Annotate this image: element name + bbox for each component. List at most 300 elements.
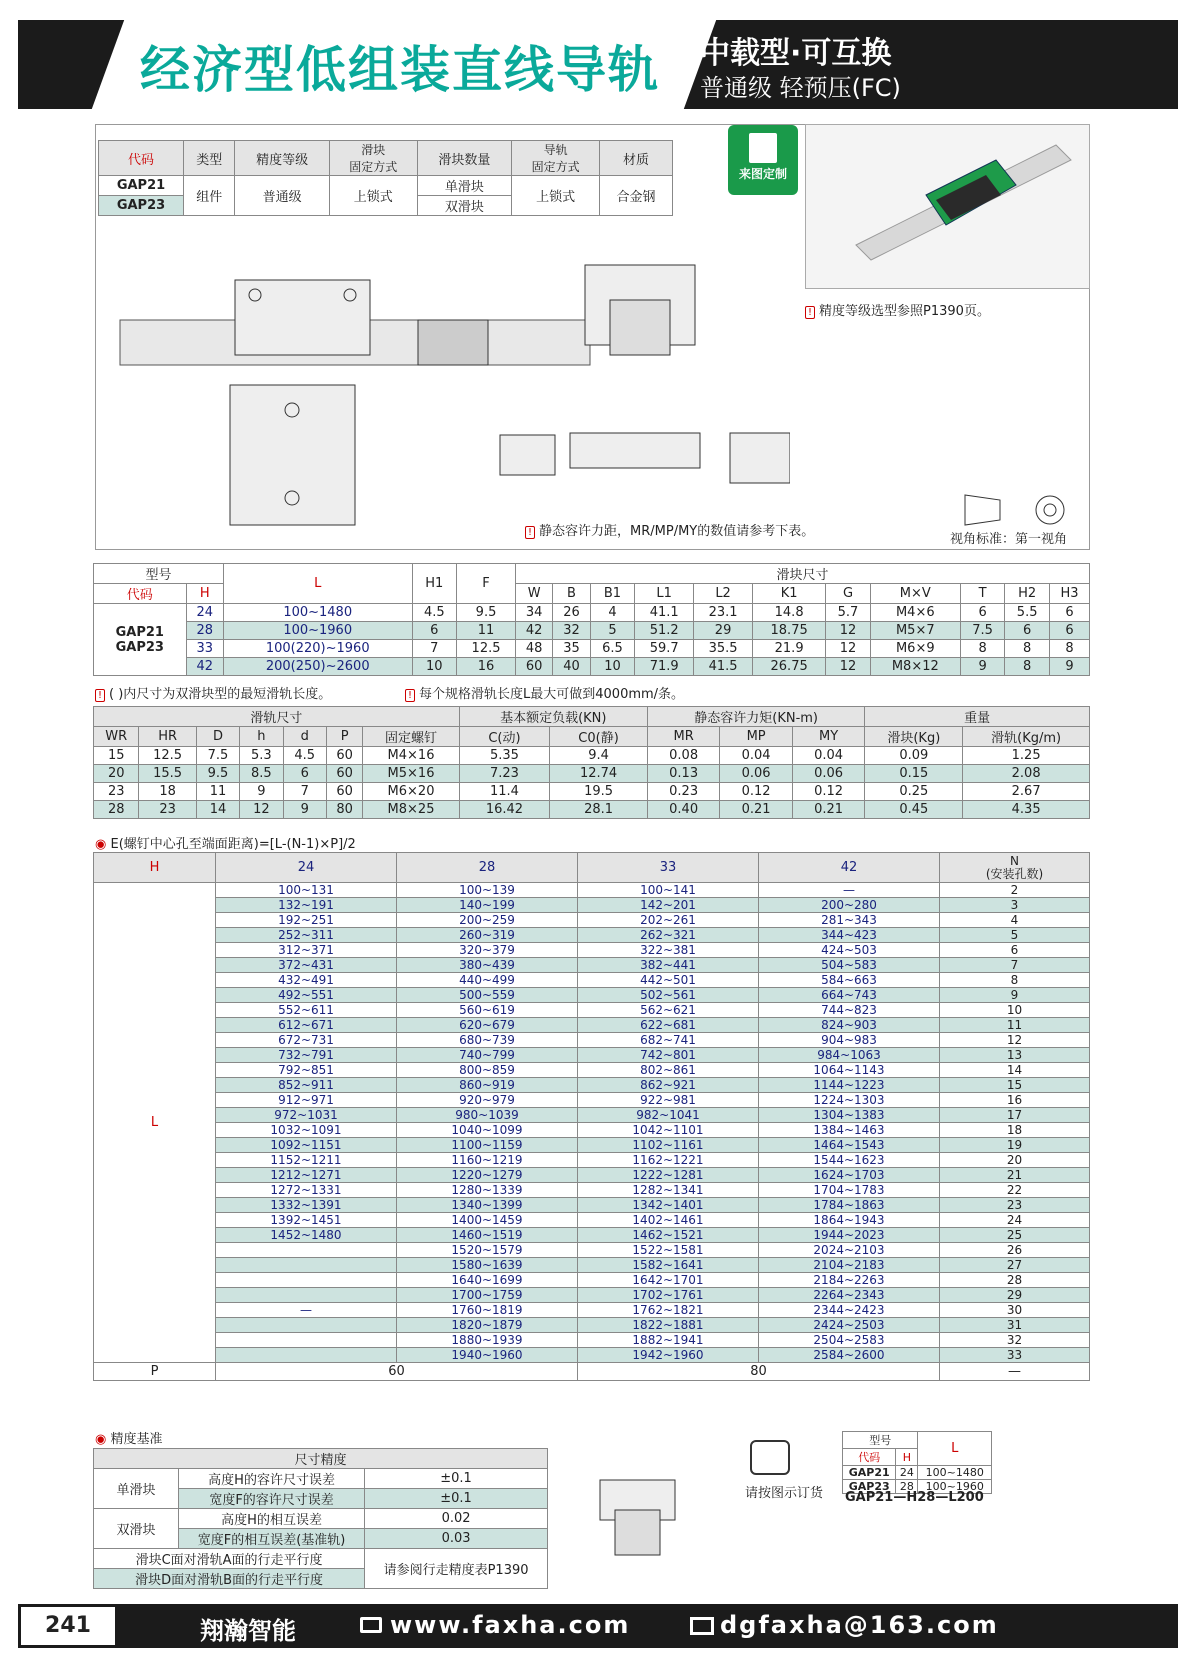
note-maxlen: ! 每个规格滑轨长度L最大可做到4000mm/条。 bbox=[405, 683, 684, 702]
t3-cell bbox=[216, 1348, 397, 1363]
e-formula: ◉ E(螺钉中心孔至端面距离)=[L-(N-1)×P]/2 bbox=[95, 837, 356, 852]
t3-cell: 792~851 bbox=[216, 1063, 397, 1078]
t1-cell: 5.5 bbox=[1005, 604, 1050, 622]
t3-cell: 732~791 bbox=[216, 1048, 397, 1063]
prec-r6: 滑块D面对滑轨B面的行走平行度 bbox=[94, 1569, 365, 1589]
t1-cell: 34 bbox=[515, 604, 552, 622]
spec-h-qty: 滑块数量 bbox=[417, 141, 511, 176]
order-h-code: 代码 bbox=[843, 1449, 896, 1466]
t1-cell: 7.5 bbox=[960, 622, 1005, 640]
t3-cell: 1544~1623 bbox=[759, 1153, 940, 1168]
t3-cell: 1304~1383 bbox=[759, 1108, 940, 1123]
t2-h-sub-13: 滑轨(Kg/m) bbox=[963, 727, 1090, 747]
t1-cell: 6.5 bbox=[590, 640, 635, 658]
spec-h-blockfix: 滑块 固定方式 bbox=[329, 141, 417, 176]
t3-p-60: 60 bbox=[216, 1363, 578, 1381]
t3-cell: 984~1063 bbox=[759, 1048, 940, 1063]
t3-cell: 1784~1863 bbox=[759, 1198, 940, 1213]
t3-cell: 1704~1783 bbox=[759, 1183, 940, 1198]
t3-cell: 382~441 bbox=[578, 958, 759, 973]
t3-cell: 100~131 bbox=[216, 883, 397, 898]
t2-cell: 0.12 bbox=[720, 783, 792, 801]
t3-cell: 1272~1331 bbox=[216, 1183, 397, 1198]
t2-cell: 18 bbox=[139, 783, 196, 801]
t2-cell: 60 bbox=[326, 783, 362, 801]
t3-h-42: 42 bbox=[759, 853, 940, 883]
t3-cell bbox=[216, 1333, 397, 1348]
t3-cell: 6 bbox=[940, 943, 1090, 958]
t1-cell: 12 bbox=[826, 658, 871, 676]
spec-material: 合金钢 bbox=[600, 176, 673, 216]
t3-cell: 16 bbox=[940, 1093, 1090, 1108]
spec-qty-2: 双滑块 bbox=[417, 196, 511, 216]
order-r1-L: 100~1480 bbox=[918, 1466, 992, 1480]
t3-cell: 1162~1221 bbox=[578, 1153, 759, 1168]
t3-cell: 21 bbox=[940, 1168, 1090, 1183]
t3-cell: 3 bbox=[940, 898, 1090, 913]
t1-cell: M4×6 bbox=[870, 604, 960, 622]
prec-single: 单滑块 bbox=[94, 1469, 179, 1509]
precision-title-text: 精度基准 bbox=[110, 1432, 163, 1447]
t2-cell: 28 bbox=[94, 801, 139, 819]
t3-cell: 742~801 bbox=[578, 1048, 759, 1063]
prec-head: 尺寸精度 bbox=[94, 1449, 548, 1469]
t1-h-block: 滑块尺寸 bbox=[515, 564, 1089, 584]
t3-cell: 380~439 bbox=[397, 958, 578, 973]
t1-codes: GAP21 GAP23 bbox=[94, 604, 187, 676]
order-h-H: H bbox=[896, 1449, 918, 1466]
t2-cell: 5.3 bbox=[240, 747, 283, 765]
t1-cell: 23.1 bbox=[694, 604, 753, 622]
note-precision: ! 精度等级选型参照P1390页。 bbox=[805, 300, 990, 319]
header-subtitle-2: 普通级 轻预压(FC) bbox=[700, 74, 901, 102]
t2-cell: M6×20 bbox=[363, 783, 459, 801]
custom-label: 来图定制 bbox=[738, 167, 787, 181]
t2-h-sub-3: h bbox=[240, 727, 283, 747]
t3-cell: 904~983 bbox=[759, 1033, 940, 1048]
t3-cell: 1464~1543 bbox=[759, 1138, 940, 1153]
order-r2-H: 28 bbox=[896, 1480, 918, 1494]
note-minlen: ! ( )内尺寸为双滑块型的最短滑轨长度。 bbox=[95, 683, 331, 702]
t3-cell: 1944~2023 bbox=[759, 1228, 940, 1243]
t2-cell: 15 bbox=[94, 747, 139, 765]
t3-cell: 192~251 bbox=[216, 913, 397, 928]
t3-cell: 5 bbox=[940, 928, 1090, 943]
t3-cell: 344~423 bbox=[759, 928, 940, 943]
t2-cell: 19.5 bbox=[550, 783, 648, 801]
t3-cell: 504~583 bbox=[759, 958, 940, 973]
note-static: ! 静态容许力距，MR/MP/MY的数值请参考下表。 bbox=[525, 520, 814, 539]
t3-cell: 492~551 bbox=[216, 988, 397, 1003]
spec-qty-1: 单滑块 bbox=[417, 176, 511, 196]
t3-cell: 1342~1401 bbox=[578, 1198, 759, 1213]
t2-cell: M5×16 bbox=[363, 765, 459, 783]
t3-cell: 584~663 bbox=[759, 973, 940, 988]
t3-cell: 7 bbox=[940, 958, 1090, 973]
t3-cell: — bbox=[216, 1303, 397, 1318]
t1-cell: 10 bbox=[590, 658, 635, 676]
t3-cell: 1332~1391 bbox=[216, 1198, 397, 1213]
t3-cell: 33 bbox=[940, 1348, 1090, 1363]
t1-cell: 100~1480 bbox=[223, 604, 412, 622]
t2-h-rail: 滑轨尺寸 bbox=[94, 707, 460, 727]
t1-cell: 12 bbox=[826, 622, 871, 640]
t2-h-sub-6: 固定螺钉 bbox=[363, 727, 459, 747]
spec-grade: 普通级 bbox=[235, 176, 329, 216]
t3-cell: — bbox=[759, 883, 940, 898]
t2-cell: 16.42 bbox=[459, 801, 550, 819]
order-example: GAP21—H28—L200 bbox=[845, 1490, 984, 1505]
t1-cell: 8 bbox=[1005, 658, 1050, 676]
t3-cell: 1582~1641 bbox=[578, 1258, 759, 1273]
t3-cell: 140~199 bbox=[397, 898, 578, 913]
t2-h-sub-7: C(动) bbox=[459, 727, 550, 747]
t1-cell: M5×7 bbox=[870, 622, 960, 640]
t1-cell: 6 bbox=[960, 604, 1005, 622]
t2-h-sub-10: MP bbox=[720, 727, 792, 747]
spec-h-grade: 精度等级 bbox=[235, 141, 329, 176]
t3-cell: 680~739 bbox=[397, 1033, 578, 1048]
t3-cell: 26 bbox=[940, 1243, 1090, 1258]
t1-cell: 10 bbox=[412, 658, 457, 676]
t2-cell: 80 bbox=[326, 801, 362, 819]
t1-cell: 9 bbox=[1049, 658, 1089, 676]
t1-h-code: 代码 bbox=[94, 584, 187, 604]
prec-r4: 宽度F的相互误差(基准轨) bbox=[179, 1529, 365, 1549]
t2-cell: 4.35 bbox=[963, 801, 1090, 819]
t3-cell: 320~379 bbox=[397, 943, 578, 958]
t1-cell: 24 bbox=[186, 604, 223, 622]
t1-cell: 4 bbox=[590, 604, 635, 622]
t1-cell: 26 bbox=[553, 604, 590, 622]
spec-railfix: 上锁式 bbox=[512, 176, 600, 216]
t2-h-sub-9: MR bbox=[647, 727, 719, 747]
t1-h-sub-8: T bbox=[960, 584, 1005, 604]
t2-cell: 0.09 bbox=[865, 747, 963, 765]
t1-cell: 48 bbox=[515, 640, 552, 658]
t1-h-sub-7: M×V bbox=[870, 584, 960, 604]
t1-cell: 9.5 bbox=[457, 604, 516, 622]
t1-cell: 6 bbox=[1049, 622, 1089, 640]
t3-cell: 920~979 bbox=[397, 1093, 578, 1108]
t2-cell: 23 bbox=[94, 783, 139, 801]
t2-cell: 11 bbox=[196, 783, 239, 801]
t2-cell: 12.5 bbox=[139, 747, 196, 765]
t3-cell: 1402~1461 bbox=[578, 1213, 759, 1228]
product-photo bbox=[805, 124, 1090, 289]
t1-cell: 5.7 bbox=[826, 604, 871, 622]
t1-cell: 9 bbox=[960, 658, 1005, 676]
t3-cell: 28 bbox=[940, 1273, 1090, 1288]
t3-cell: 1152~1211 bbox=[216, 1153, 397, 1168]
t1-h-sub-3: L1 bbox=[635, 584, 694, 604]
t1-cell: 12.5 bbox=[457, 640, 516, 658]
t3-cell: 560~619 bbox=[397, 1003, 578, 1018]
t3-cell: 322~381 bbox=[578, 943, 759, 958]
t3-cell: 31 bbox=[940, 1318, 1090, 1333]
t3-cell: 100~141 bbox=[578, 883, 759, 898]
t2-cell: 0.12 bbox=[792, 783, 865, 801]
prec-v56: 请参阅行走精度表P1390 bbox=[365, 1549, 548, 1589]
t3-cell: 1144~1223 bbox=[759, 1078, 940, 1093]
t2-cell: 0.04 bbox=[792, 747, 865, 765]
t2-cell: 0.15 bbox=[865, 765, 963, 783]
t2-cell: 28.1 bbox=[550, 801, 648, 819]
t3-cell: 11 bbox=[940, 1018, 1090, 1033]
t1-cell: 40 bbox=[553, 658, 590, 676]
t1-cell: 8 bbox=[1049, 640, 1089, 658]
prec-v3: 0.02 bbox=[365, 1509, 548, 1529]
order-r1-H: 24 bbox=[896, 1466, 918, 1480]
order-label: 请按图示订货 bbox=[745, 1486, 824, 1501]
t3-cell bbox=[216, 1258, 397, 1273]
t3-cell bbox=[216, 1243, 397, 1258]
footer-mail[interactable]: dgfaxha@163.com bbox=[720, 1611, 999, 1639]
t3-cell: 9 bbox=[940, 988, 1090, 1003]
prec-r5: 滑块C面对滑轨A面的行走平行度 bbox=[94, 1549, 365, 1569]
precision-table bbox=[93, 1448, 548, 1589]
spec-h-code: 代码 bbox=[99, 141, 184, 176]
spec-code-2: GAP23 bbox=[99, 196, 184, 216]
t2-cell: 11.4 bbox=[459, 783, 550, 801]
t3-cell: 440~499 bbox=[397, 973, 578, 988]
t3-cell: 32 bbox=[940, 1333, 1090, 1348]
t1-cell: 200(250)~2600 bbox=[223, 658, 412, 676]
t3-cell: 1522~1581 bbox=[578, 1243, 759, 1258]
t1-cell: 32 bbox=[553, 622, 590, 640]
t1-cell: 4.5 bbox=[412, 604, 457, 622]
t3-cell: 19 bbox=[940, 1138, 1090, 1153]
t3-cell: 500~559 bbox=[397, 988, 578, 1003]
t1-cell: 7 bbox=[412, 640, 457, 658]
t2-cell: M4×16 bbox=[363, 747, 459, 765]
t1-h-sub-6: G bbox=[826, 584, 871, 604]
t3-cell: 2584~2600 bbox=[759, 1348, 940, 1363]
t3-h-H: H bbox=[94, 853, 216, 883]
t3-cell: 1384~1463 bbox=[759, 1123, 940, 1138]
t2-cell: 0.06 bbox=[720, 765, 792, 783]
t3-cell: 14 bbox=[940, 1063, 1090, 1078]
t3-cell: 200~280 bbox=[759, 898, 940, 913]
t3-cell: 424~503 bbox=[759, 943, 940, 958]
t1-h-sub-9: H2 bbox=[1005, 584, 1050, 604]
t3-cell: 25 bbox=[940, 1228, 1090, 1243]
t3-cell: 1042~1101 bbox=[578, 1123, 759, 1138]
t3-cell: 552~611 bbox=[216, 1003, 397, 1018]
t1-cell: 8 bbox=[1005, 640, 1050, 658]
t2-cell: 20 bbox=[94, 765, 139, 783]
t3-cell: 30 bbox=[940, 1303, 1090, 1318]
t2-cell: 0.45 bbox=[865, 801, 963, 819]
t3-cell: 29 bbox=[940, 1288, 1090, 1303]
t3-cell: 281~343 bbox=[759, 913, 940, 928]
t3-cell: 17 bbox=[940, 1108, 1090, 1123]
t2-h-sub-5: P bbox=[326, 727, 362, 747]
t3-cell: 18 bbox=[940, 1123, 1090, 1138]
t3-cell: 1762~1821 bbox=[578, 1303, 759, 1318]
t3-cell: 432~491 bbox=[216, 973, 397, 988]
monitor-icon bbox=[360, 1617, 382, 1633]
t2-cell: 2.67 bbox=[963, 783, 1090, 801]
precision-diagram bbox=[570, 1465, 690, 1575]
t1-cell: 6 bbox=[1049, 604, 1089, 622]
dimension-table bbox=[93, 563, 1090, 676]
t3-cell: 1460~1519 bbox=[397, 1228, 578, 1243]
t2-h-sub-0: WR bbox=[94, 727, 139, 747]
footer-web[interactable]: www.faxha.com bbox=[390, 1611, 631, 1639]
t3-cell: 982~1041 bbox=[578, 1108, 759, 1123]
t2-cell: 60 bbox=[326, 765, 362, 783]
t3-cell: 1092~1151 bbox=[216, 1138, 397, 1153]
t2-h-sub-12: 滑块(Kg) bbox=[865, 727, 963, 747]
spec-type: 组件 bbox=[184, 176, 235, 216]
t3-cell: 1820~1879 bbox=[397, 1318, 578, 1333]
t3-cell: 142~201 bbox=[578, 898, 759, 913]
t2-cell: 9 bbox=[283, 801, 326, 819]
t3-cell: 10 bbox=[940, 1003, 1090, 1018]
t3-h-33: 33 bbox=[578, 853, 759, 883]
t1-cell: 60 bbox=[515, 658, 552, 676]
t3-cell: 912~971 bbox=[216, 1093, 397, 1108]
t2-h-weight: 重量 bbox=[865, 707, 1090, 727]
t2-cell: 9.5 bbox=[196, 765, 239, 783]
prec-r1: 高度H的容许尺寸误差 bbox=[179, 1469, 365, 1489]
t1-cell: 28 bbox=[186, 622, 223, 640]
t3-cell: 562~621 bbox=[578, 1003, 759, 1018]
t2-cell: 6 bbox=[283, 765, 326, 783]
t2-cell: 8.5 bbox=[240, 765, 283, 783]
t3-cell: 2424~2503 bbox=[759, 1318, 940, 1333]
order-r2-code: GAP23 bbox=[843, 1480, 896, 1494]
note-view: 视角标准：第一视角 bbox=[950, 532, 1068, 547]
linear-guide-image bbox=[806, 125, 1089, 288]
t2-h-sub-2: D bbox=[196, 727, 239, 747]
t1-cell: 33 bbox=[186, 640, 223, 658]
t1-cell: 29 bbox=[694, 622, 753, 640]
mail-icon bbox=[690, 1617, 714, 1635]
t1-cell: 6 bbox=[412, 622, 457, 640]
t2-cell: M8×25 bbox=[363, 801, 459, 819]
t1-h-H: H bbox=[186, 584, 223, 604]
t3-cell: 13 bbox=[940, 1048, 1090, 1063]
t3-cell: 1462~1521 bbox=[578, 1228, 759, 1243]
t3-cell: 2 bbox=[940, 883, 1090, 898]
t2-cell: 12.74 bbox=[550, 765, 648, 783]
t3-cell: 800~859 bbox=[397, 1063, 578, 1078]
t1-cell: 18.75 bbox=[753, 622, 826, 640]
note-precision-text: 精度等级选型参照P1390页。 bbox=[819, 304, 990, 319]
t3-cell: 860~919 bbox=[397, 1078, 578, 1093]
t2-cell: 0.08 bbox=[647, 747, 719, 765]
t3-cell: 2344~2423 bbox=[759, 1303, 940, 1318]
t1-cell: 71.9 bbox=[635, 658, 694, 676]
t3-cell: 1640~1699 bbox=[397, 1273, 578, 1288]
t1-cell: 51.2 bbox=[635, 622, 694, 640]
t3-cell: 260~319 bbox=[397, 928, 578, 943]
t3-cell: 744~823 bbox=[759, 1003, 940, 1018]
t3-cell: 672~731 bbox=[216, 1033, 397, 1048]
t3-cell: 1700~1759 bbox=[397, 1288, 578, 1303]
t2-h-static: 静态容许力矩(KN-m) bbox=[647, 707, 865, 727]
t1-cell: 16 bbox=[457, 658, 516, 676]
footer-brand: 翔瀚智能 bbox=[200, 1617, 296, 1645]
t2-cell: 23 bbox=[139, 801, 196, 819]
t3-cell: 1624~1703 bbox=[759, 1168, 940, 1183]
t3-cell: 100~139 bbox=[397, 883, 578, 898]
t3-cell: 1702~1761 bbox=[578, 1288, 759, 1303]
t3-cell bbox=[216, 1288, 397, 1303]
t1-h-H1: H1 bbox=[412, 564, 457, 604]
t3-cell: 1100~1159 bbox=[397, 1138, 578, 1153]
t3-cell: 862~921 bbox=[578, 1078, 759, 1093]
prec-v1: ±0.1 bbox=[365, 1469, 548, 1489]
t3-cell: 15 bbox=[940, 1078, 1090, 1093]
t3-cell: 442~501 bbox=[578, 973, 759, 988]
t3-cell: 132~191 bbox=[216, 898, 397, 913]
t3-cell: 1212~1271 bbox=[216, 1168, 397, 1183]
t3-cell: 22 bbox=[940, 1183, 1090, 1198]
t2-cell: 12 bbox=[240, 801, 283, 819]
t3-cell bbox=[216, 1273, 397, 1288]
note-maxlen-text: 每个规格滑轨长度L最大可做到4000mm/条。 bbox=[419, 687, 685, 702]
header-subtitle-1: 中载型·可互换 bbox=[700, 36, 892, 71]
t3-cell: 2184~2263 bbox=[759, 1273, 940, 1288]
technical-drawing bbox=[100, 205, 790, 545]
document-icon bbox=[749, 133, 777, 163]
t3-row-L: L bbox=[94, 883, 216, 1363]
t1-cell: 35 bbox=[553, 640, 590, 658]
t3-cell: 262~321 bbox=[578, 928, 759, 943]
t1-cell: 59.7 bbox=[635, 640, 694, 658]
t2-cell: 0.21 bbox=[792, 801, 865, 819]
t3-cell: 1882~1941 bbox=[578, 1333, 759, 1348]
t3-cell: 502~561 bbox=[578, 988, 759, 1003]
t3-cell: 1822~1881 bbox=[578, 1318, 759, 1333]
t3-cell: 1220~1279 bbox=[397, 1168, 578, 1183]
spec-blockfix: 上锁式 bbox=[329, 176, 417, 216]
t1-cell: M6×9 bbox=[870, 640, 960, 658]
t1-cell: 26.75 bbox=[753, 658, 826, 676]
spec-h-railfix: 导轨 固定方式 bbox=[512, 141, 600, 176]
t3-cell: 312~371 bbox=[216, 943, 397, 958]
t2-cell: 15.5 bbox=[139, 765, 196, 783]
t2-cell: 2.08 bbox=[963, 765, 1090, 783]
t2-cell: 1.25 bbox=[963, 747, 1090, 765]
t3-h-24: 24 bbox=[216, 853, 397, 883]
e-formula-text: E(螺钉中心孔至端面距离)=[L-(N-1)×P]/2 bbox=[110, 837, 356, 852]
t3-cell: 4 bbox=[940, 913, 1090, 928]
t3-cell: 682~741 bbox=[578, 1033, 759, 1048]
note-static-text: 静态容许力距，MR/MP/MY的数值请参考下表。 bbox=[539, 524, 815, 539]
prec-double: 双滑块 bbox=[94, 1509, 179, 1549]
t1-cell: 5 bbox=[590, 622, 635, 640]
t2-cell: 0.21 bbox=[720, 801, 792, 819]
t2-cell: 9.4 bbox=[550, 747, 648, 765]
t2-cell: 14 bbox=[196, 801, 239, 819]
prec-r3: 高度H的相互误差 bbox=[179, 1509, 365, 1529]
t3-cell: 1400~1459 bbox=[397, 1213, 578, 1228]
t3-cell: 1452~1480 bbox=[216, 1228, 397, 1243]
t3-cell: 1864~1943 bbox=[759, 1213, 940, 1228]
t3-cell: 980~1039 bbox=[397, 1108, 578, 1123]
t2-cell: 7.23 bbox=[459, 765, 550, 783]
t1-cell: 100(220)~1960 bbox=[223, 640, 412, 658]
t3-cell: 20 bbox=[940, 1153, 1090, 1168]
t1-cell: 42 bbox=[186, 658, 223, 676]
t3-cell: 202~261 bbox=[578, 913, 759, 928]
t3-h-28: 28 bbox=[397, 853, 578, 883]
t2-cell: 7.5 bbox=[196, 747, 239, 765]
